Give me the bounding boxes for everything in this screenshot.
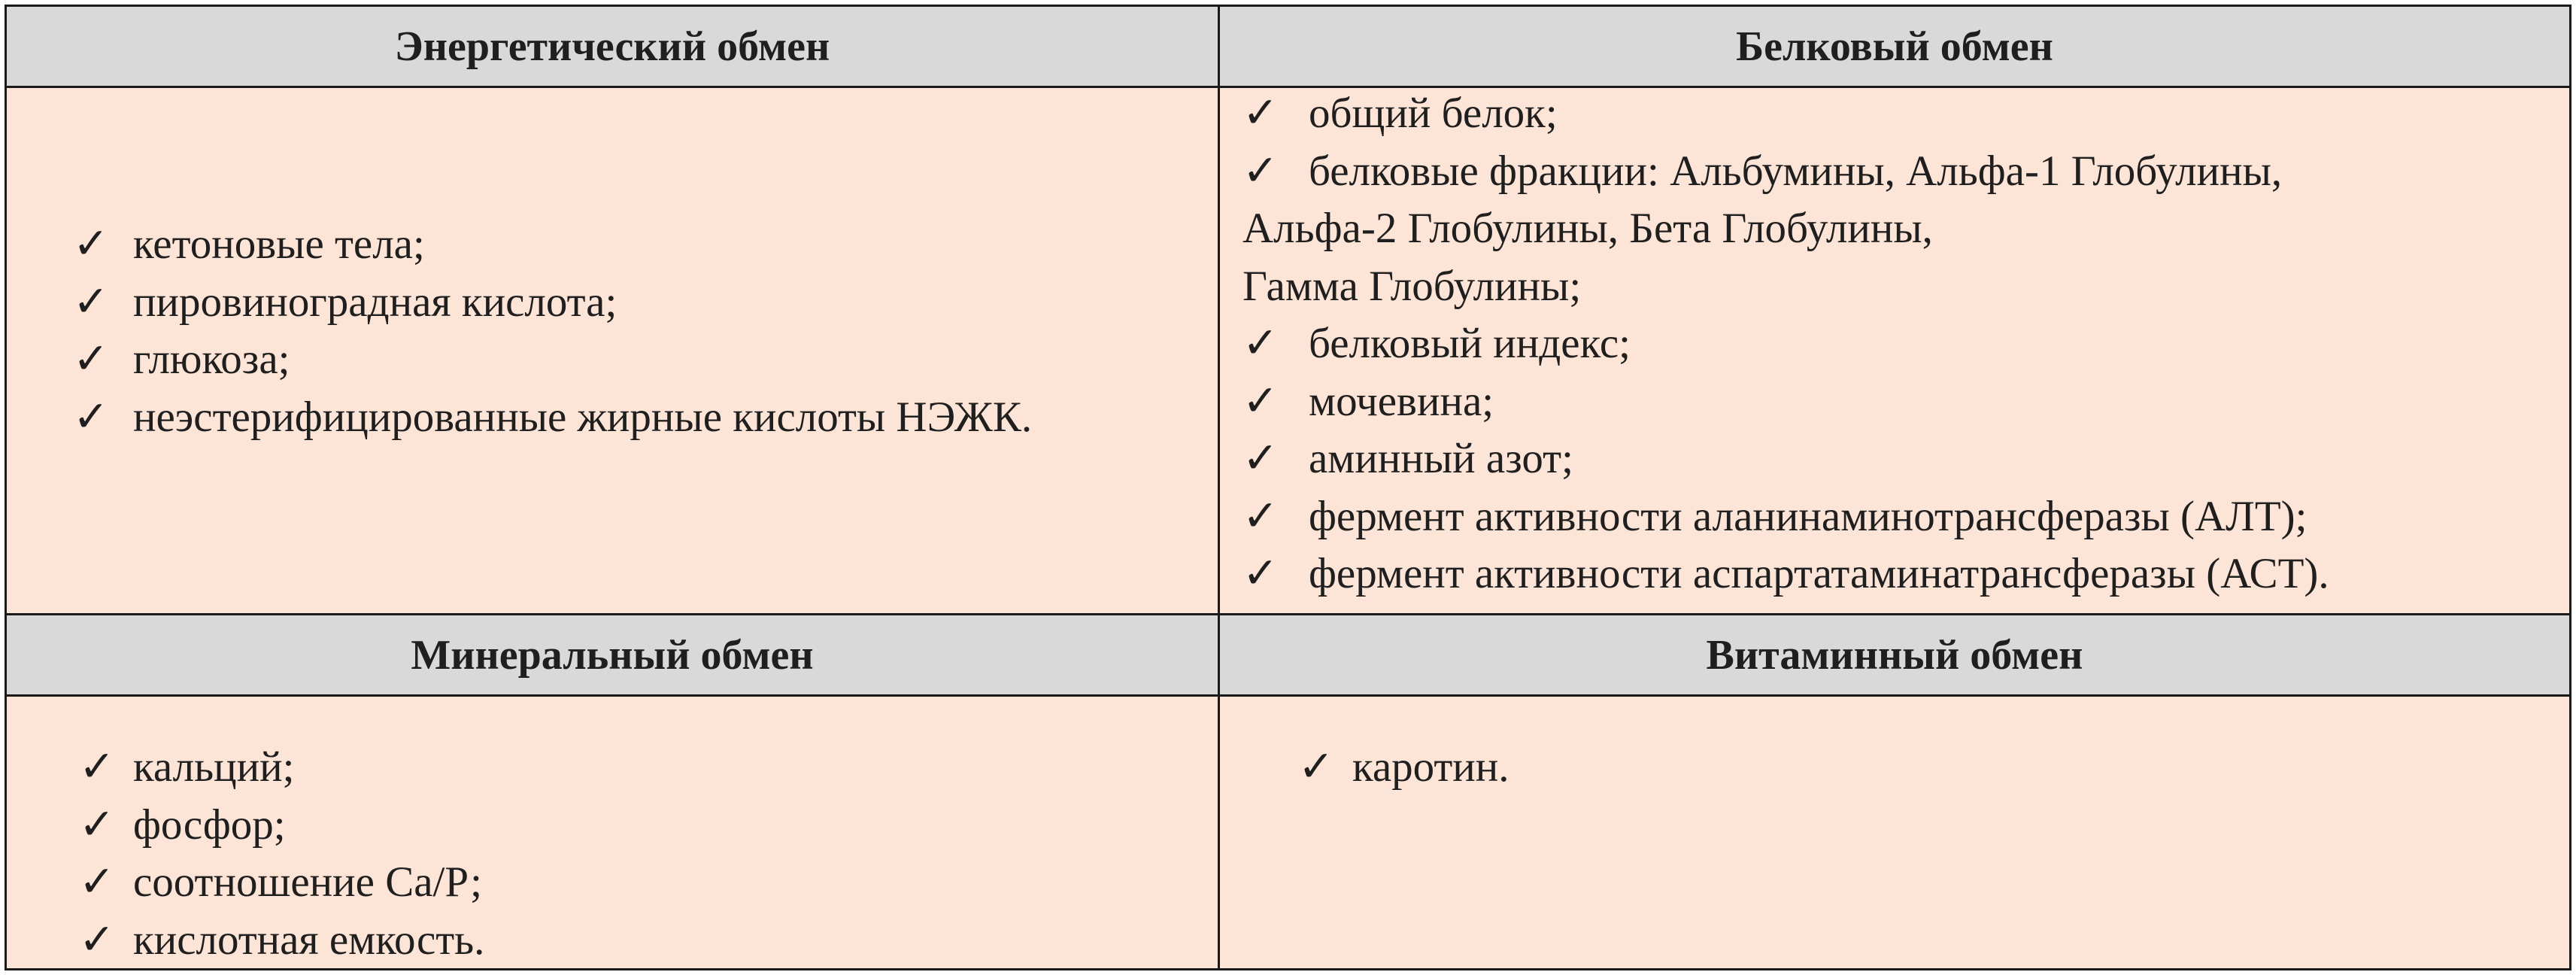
mineral-metabolism-list bbox=[79, 739, 484, 968]
header-label: Минеральный обмен bbox=[411, 631, 814, 679]
energy-metabolism-list-cell bbox=[7, 88, 1220, 615]
checkmark-icon: ✓ bbox=[73, 278, 109, 326]
vitamin-metabolism-list-cell bbox=[1220, 697, 2569, 968]
checkmark-icon: ✓ bbox=[1242, 320, 1279, 367]
list-item: ✓ неэстерифицированные жирные кислоты НЭЖК. bbox=[73, 389, 1032, 447]
header-label: Белковый обмен bbox=[1736, 23, 2053, 70]
list-item: ✓ мочевина; bbox=[1242, 373, 2329, 431]
metabolism-table bbox=[5, 5, 2571, 970]
list-item: ✓ белковые фракции: Альбумины, Альфа-1 Глобулины, bbox=[1242, 143, 2329, 201]
list-item: ✓ фосфор; bbox=[79, 797, 484, 855]
header-protein-metabolism bbox=[1220, 7, 2569, 88]
list-item: ✓ белковый индекс; bbox=[1242, 315, 2329, 373]
list-item: ✓ кислотная емкость. bbox=[79, 912, 484, 969]
energy-metabolism-list bbox=[73, 216, 1032, 446]
header-label: Витаминный обмен bbox=[1706, 631, 2083, 679]
checkmark-icon: ✓ bbox=[1242, 377, 1279, 425]
checkmark-icon: ✓ bbox=[79, 858, 115, 906]
checkmark-icon: ✓ bbox=[79, 800, 115, 849]
header-label: Энергетический обмен bbox=[394, 23, 830, 70]
header-mineral-metabolism bbox=[7, 615, 1220, 697]
checkmark-icon: ✓ bbox=[79, 743, 115, 791]
mineral-metabolism-list-cell bbox=[7, 697, 1220, 968]
vitamin-metabolism-list bbox=[1298, 739, 1509, 797]
checkmark-icon: ✓ bbox=[1242, 492, 1279, 540]
list-item-continuation: Альфа-2 Глобулины, Бета Глобулины, bbox=[1242, 205, 1933, 252]
checkmark-icon: ✓ bbox=[1242, 147, 1279, 195]
list-item: ✓ кальций; bbox=[79, 739, 484, 797]
list-item: ✓ кетоновые тела; bbox=[73, 216, 1032, 274]
protein-metabolism-list bbox=[1242, 88, 2329, 603]
protein-metabolism-list-cell bbox=[1220, 88, 2569, 615]
list-item: ✓ каротин. bbox=[1298, 739, 1509, 797]
list-item-continuation: Гамма Глобулины; bbox=[1242, 262, 1582, 310]
list-item: ✓ пировиноградная кислота; bbox=[73, 274, 1032, 332]
checkmark-icon: ✓ bbox=[1298, 743, 1334, 791]
header-energy-metabolism bbox=[7, 7, 1220, 88]
list-item: ✓ глюкоза; bbox=[73, 331, 1032, 389]
header-vitamin-metabolism bbox=[1220, 615, 2569, 697]
checkmark-icon: ✓ bbox=[1242, 550, 1279, 597]
checkmark-icon: ✓ bbox=[79, 916, 115, 964]
list-item: ✓ фермент активности аспартатаминатрансферазы (АСТ). bbox=[1242, 545, 2329, 603]
checkmark-icon: ✓ bbox=[73, 393, 109, 441]
list-item: ✓ общий белок; bbox=[1242, 88, 2329, 143]
checkmark-icon: ✓ bbox=[73, 336, 109, 383]
list-item: ✓ фермент активности аланинаминотрансферазы (АЛТ); bbox=[1242, 488, 2329, 546]
list-item: ✓ аминный азот; bbox=[1242, 430, 2329, 488]
checkmark-icon: ✓ bbox=[1242, 435, 1279, 482]
checkmark-icon: ✓ bbox=[1242, 90, 1279, 137]
checkmark-icon: ✓ bbox=[73, 220, 109, 268]
list-item: ✓ соотношение Са/Р; bbox=[79, 854, 484, 912]
